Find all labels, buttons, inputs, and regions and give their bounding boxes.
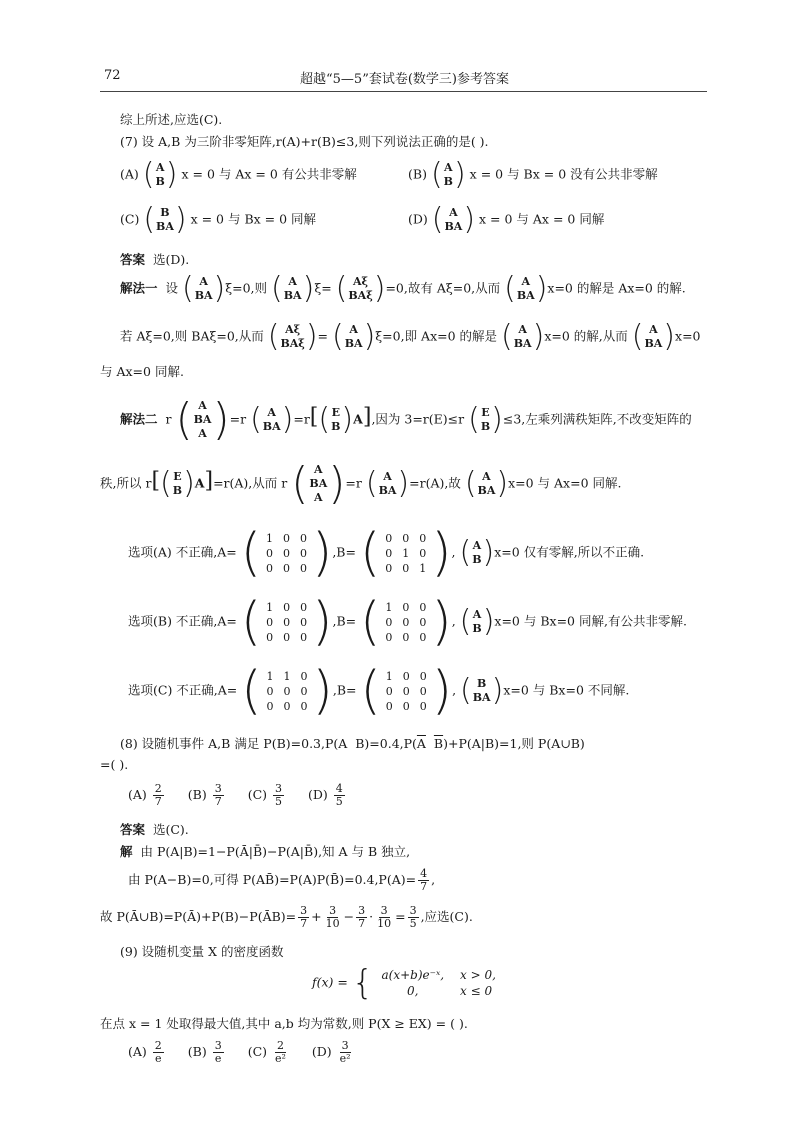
matrix-cell: 0: [300, 561, 308, 575]
matrix-cell: 0: [402, 600, 410, 614]
running-title: 超越“5—5”套试卷(数学三)参考答案: [300, 72, 509, 87]
choice-option: (D) $\frac{3}{\text{e²}}$: [311, 1039, 351, 1066]
matrix-cell: 0: [266, 546, 274, 560]
fraction: $\frac{3}{10}$: [377, 904, 392, 931]
matrix-a-opt-b: [261, 600, 312, 645]
matrix-cell: 0: [385, 546, 393, 560]
q9-options: [128, 1040, 377, 1065]
q7-answer: 答案 选(D).: [120, 252, 190, 267]
matrix-cell: 0: [402, 699, 410, 713]
matrix-cell: 0: [266, 699, 274, 713]
q9-tail: 在点 x = 1 处取得最大值,其中 a,b 均为常数,则 P(X ≥ EX) = ( ).: [100, 1016, 468, 1031]
fraction: $\frac{3}{7}$: [358, 904, 366, 931]
matrix-cell: 0: [419, 615, 427, 629]
q8-stem-line1: (8) 设随机事件 A,B 满足 P(B)=0.3,P(A $B)=0.4,P(\overline{A}$ $\overline{B})+P(A|B)=1$,则 P(A∪B): [120, 736, 585, 751]
matrix-cell: 0: [283, 546, 291, 560]
matrix-cell: 0: [266, 615, 274, 629]
q7-method1-line1: 解法一 设 ( A BA ) ξ=0,则 ( A BA ) ξ= ( Aξ BAξ ) =0,故有 Aξ=0,从而 ( A BA ) x=0 的解是 Ax=0 的解.: [120, 271, 686, 306]
matrix-cell: 0: [300, 546, 308, 560]
matrix-cell: 1: [419, 561, 427, 575]
matrix-cell: 1: [385, 600, 393, 614]
q8-solution-line3: 故 P(Ā∪B)=P(Ā)+P(B)−P(ĀB)= $\frac{3}{7}$ + $\frac{3}{10}$ − $\frac{3}{7}$ · $\frac{3}{10}$ = $\frac{3}{5}$ ,应选(C).: [100, 904, 473, 931]
matrix-cell: 0: [300, 600, 308, 614]
matrix-cell: 0: [402, 531, 410, 545]
q7-option-a-explanation: 选项(A) 不正确,A= ( 1 0 0 0 0 0 0 0 0 ) ,B= ( 0 0 0 0 1 0 0 0 1 ) , ( A B ) x=0 仅有零解,所以不正确.: [128, 523, 645, 583]
matrix-cell: 0: [402, 669, 410, 683]
q7-method2-line2: 秩,所以 r[ ( E B ) A]=r(A),从而 r ( A BA A ) =r ( A BA ) =r(A),故 ( A BA ) x=0 与 Ax=0 同解.: [100, 458, 622, 509]
matrix-cell: 1: [266, 531, 274, 545]
matrix-cell: 0: [283, 600, 291, 614]
matrix-cell: 0: [385, 561, 393, 575]
matrix-cell: 0: [283, 699, 291, 713]
q7-option-b: (B) ( A B ) x = 0 与 Bx = 0 没有公共非零解: [408, 157, 658, 192]
matrix-cell: 0: [300, 669, 308, 683]
matrix-a-opt-a: [261, 531, 312, 576]
matrix-cell: 0: [419, 684, 427, 698]
matrix-cell: 0: [283, 531, 291, 545]
matrix-cell: 0: [402, 615, 410, 629]
q9-stem: (9) 设随机变量 X 的密度函数: [120, 944, 284, 959]
q8-answer: 答案 选(C).: [120, 822, 189, 837]
matrix-cell: 1: [402, 546, 410, 560]
matrix-cell: 0: [419, 699, 427, 713]
page-number: 72: [104, 68, 121, 83]
q8-solution-line2: 由 P(A−B)=0,可得 P(AB̄)=P(A)P(B̄)=0.4,P(A)= $\frac{4}{7}$ ,: [128, 867, 436, 894]
fraction: $\frac{2}{\text{e²}}$: [274, 1039, 286, 1066]
fraction: $\frac{2}{7}$: [154, 782, 162, 809]
matrix-cell: 0: [385, 615, 393, 629]
matrix-b-opt-a: [380, 531, 431, 576]
matrix-cell: 0: [300, 615, 308, 629]
matrix-cell: 0: [385, 684, 393, 698]
matrix-cell: 0: [419, 531, 427, 545]
choice-option: (A) $\frac{2}{7}$: [128, 782, 162, 809]
fraction: $\frac{3}{7}$: [214, 782, 222, 809]
fraction: $\frac{2}{e}$: [154, 1039, 162, 1066]
q7-option-d: (D) ( A BA ) x = 0 与 Ax = 0 同解: [408, 202, 605, 237]
fraction: $\frac{4}{5}$: [335, 782, 343, 809]
choice-option: (B) $\frac{3}{7}$: [187, 782, 222, 809]
q7-option-c-explanation: 选项(C) 不正确,A= ( 1 1 0 0 0 0 0 0 0 ) ,B= ( 1 0 0 0 0 0 0 0 0 ) , ( B BA ) x=0 与 Bx=0 不同解.: [128, 661, 630, 721]
matrix-b-opt-c: [381, 669, 432, 714]
header-rule: [100, 91, 707, 92]
q8-options: [128, 783, 369, 808]
q7-stem: (7) 设 A,B 为三阶非零矩阵,r(A)+r(B)≤3,则下列说法正确的是( ).: [120, 134, 489, 149]
fraction: $\frac{3}{\text{e²}}$: [339, 1039, 351, 1066]
matrix-cell: 1: [283, 669, 291, 683]
matrix-b-opt-b: [380, 600, 431, 645]
fraction: $\frac{3}{5}$: [274, 782, 282, 809]
matrix-cell: 0: [402, 561, 410, 575]
matrix-cell: 0: [266, 630, 274, 644]
fraction: $\frac{3}{5}$: [409, 904, 417, 931]
choice-option: (B) $\frac{3}{e}$: [187, 1039, 222, 1066]
matrix-cell: 1: [385, 669, 393, 683]
q7-option-c: (C) ( B BA ) x = 0 与 Bx = 0 同解: [120, 202, 317, 237]
fraction: $\frac{3}{10}$: [325, 904, 340, 931]
q8-solution-line1: 解 由 P(A|B)=1−P(Ā|B̄)−P(A|B̄),知 A 与 B 独立,: [120, 844, 411, 859]
matrix-cell: 0: [300, 684, 308, 698]
q7-option-b-explanation: 选项(B) 不正确,A= ( 1 0 0 0 0 0 0 0 0 ) ,B= ( 1 0 0 0 0 0 0 0 0 ) , ( A B ) x=0 与 Bx=0 同解,有公共非零解.: [128, 592, 687, 652]
matrix-cell: 1: [266, 669, 274, 683]
matrix-cell: 0: [385, 531, 393, 545]
q7-option-a: (A) ( A B ) x = 0 与 Ax = 0 有公共非零解: [120, 157, 357, 192]
fraction: $\frac{3}{7}$: [300, 904, 308, 931]
matrix-cell: 0: [419, 669, 427, 683]
choice-option: (C) $\frac{2}{\text{e²}}$: [247, 1039, 286, 1066]
q9-density-function: f(x) = { a(x+b)e⁻ˣ, x > 0, 0, x ≤ 0: [312, 963, 496, 1003]
matrix-cell: 0: [300, 531, 308, 545]
q7-method2-line1: 解法二 r ( A BA A ) =r ( A BA ) =r[ ( E B ) A],因为 3=r(E)≤r ( E B ) ≤3,左乘列满秩矩阵,不改变矩阵的: [120, 394, 692, 445]
matrix-a-opt-c: [262, 669, 313, 714]
matrix-cell: 0: [402, 684, 410, 698]
choice-option: (D) $\frac{4}{5}$: [307, 782, 343, 809]
choice-option: (A) $\frac{2}{e}$: [128, 1039, 162, 1066]
matrix-cell: 0: [419, 600, 427, 614]
matrix-cell: 0: [300, 699, 308, 713]
matrix-cell: 0: [283, 615, 291, 629]
fraction: $\frac{3}{e}$: [214, 1039, 222, 1066]
matrix-cell: 0: [266, 684, 274, 698]
q7-method1-line3: 与 Ax=0 同解.: [100, 364, 184, 379]
matrix-cell: 0: [283, 630, 291, 644]
q7-method1-line2: 若 Aξ=0,则 BAξ=0,从而 ( Aξ BAξ ) = ( A BA ) ξ=0,即 Ax=0 的解是 ( A BA ) x=0 的解,从而 ( A BA ) x=0: [120, 319, 701, 354]
matrix-cell: 0: [283, 684, 291, 698]
matrix-cell: 0: [419, 546, 427, 560]
matrix-cell: 0: [283, 561, 291, 575]
q8-stem-line2: =( ).: [100, 757, 129, 772]
intro-line: 综上所述,应选(C).: [120, 112, 223, 127]
matrix-cell: 0: [300, 630, 308, 644]
matrix-cell: 0: [402, 630, 410, 644]
matrix-cell: 0: [266, 561, 274, 575]
matrix-cell: 0: [385, 630, 393, 644]
matrix-cell: 0: [419, 630, 427, 644]
matrix-cell: 0: [385, 699, 393, 713]
matrix-cell: 1: [266, 600, 274, 614]
choice-option: (C) $\frac{3}{5}$: [247, 782, 282, 809]
